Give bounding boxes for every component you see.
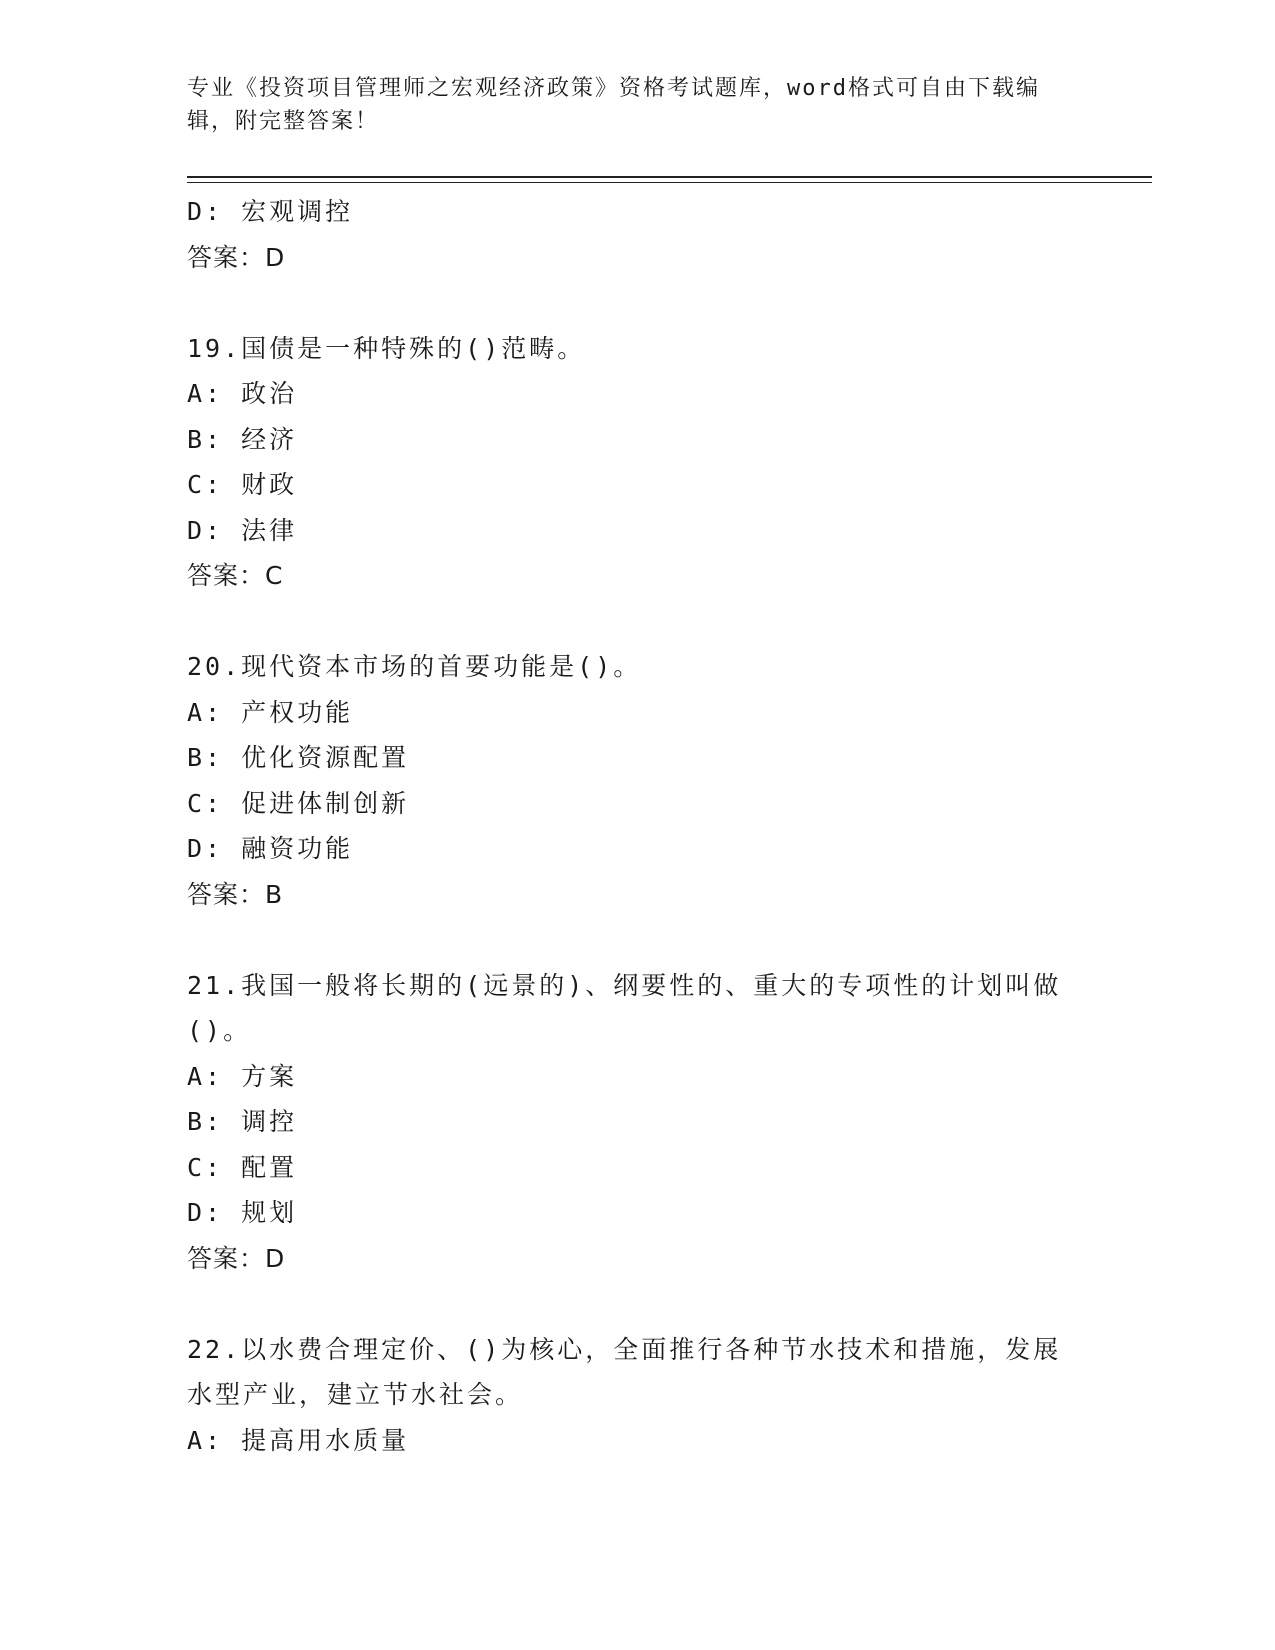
q21-option-c: C: 配置 bbox=[187, 1152, 298, 1182]
q18-option-d: D: 宏观调控 bbox=[187, 197, 354, 226]
q19-option-a: A: 政治 bbox=[187, 379, 298, 408]
q21-option-a: A: 方案 bbox=[187, 1061, 298, 1091]
spacer bbox=[187, 599, 1087, 645]
spacer bbox=[187, 917, 1087, 963]
q20-option-a: A: 产权功能 bbox=[187, 697, 354, 727]
q19-option-c: C: 财政 bbox=[187, 470, 298, 499]
q20-option-c: C: 促进体制创新 bbox=[187, 788, 410, 818]
q22-stem-line1: 22.以水费合理定价、()为核心，全面推行各种节水技术和措施，发展 bbox=[187, 1334, 1062, 1364]
header-divider-thick bbox=[187, 176, 1152, 178]
q21-stem-line1: 21.我国一般将长期的(远景的)、纲要性的、重大的专项性的计划叫做 bbox=[187, 970, 1062, 1000]
question-list bbox=[187, 189, 1087, 1463]
page-header: 专业《投资项目管理师之宏观经济政策》资格考试题库，word格式可自由下载编辑，附完整答案！ bbox=[187, 76, 1040, 134]
q19-stem: 19.国债是一种特殊的()范畴。 bbox=[187, 333, 586, 363]
q21-stem-line2: ()。 bbox=[187, 1016, 252, 1045]
header-divider-thin bbox=[187, 182, 1152, 183]
q19-option-d: D: 法律 bbox=[187, 515, 298, 545]
q19-answer: 答案：C bbox=[187, 561, 284, 590]
q20-option-d: D: 融资功能 bbox=[187, 834, 354, 863]
q20-stem: 20.现代资本市场的首要功能是()。 bbox=[187, 652, 642, 681]
spacer bbox=[187, 280, 1087, 326]
q20-answer: 答案：B bbox=[187, 879, 284, 909]
q22-stem-line2: 水型产业，建立节水社会。 bbox=[187, 1380, 524, 1409]
q21-answer: 答案：D bbox=[187, 1243, 286, 1273]
spacer bbox=[187, 1281, 1087, 1327]
q21-option-d: D: 规划 bbox=[187, 1198, 298, 1227]
q20-option-b: B: 优化资源配置 bbox=[187, 743, 410, 772]
q22-option-a: A: 提高用水质量 bbox=[187, 1425, 410, 1455]
q19-option-b: B: 经济 bbox=[187, 424, 298, 454]
q21-option-b: B: 调控 bbox=[187, 1107, 298, 1136]
q18-answer: 答案：D bbox=[187, 242, 286, 272]
